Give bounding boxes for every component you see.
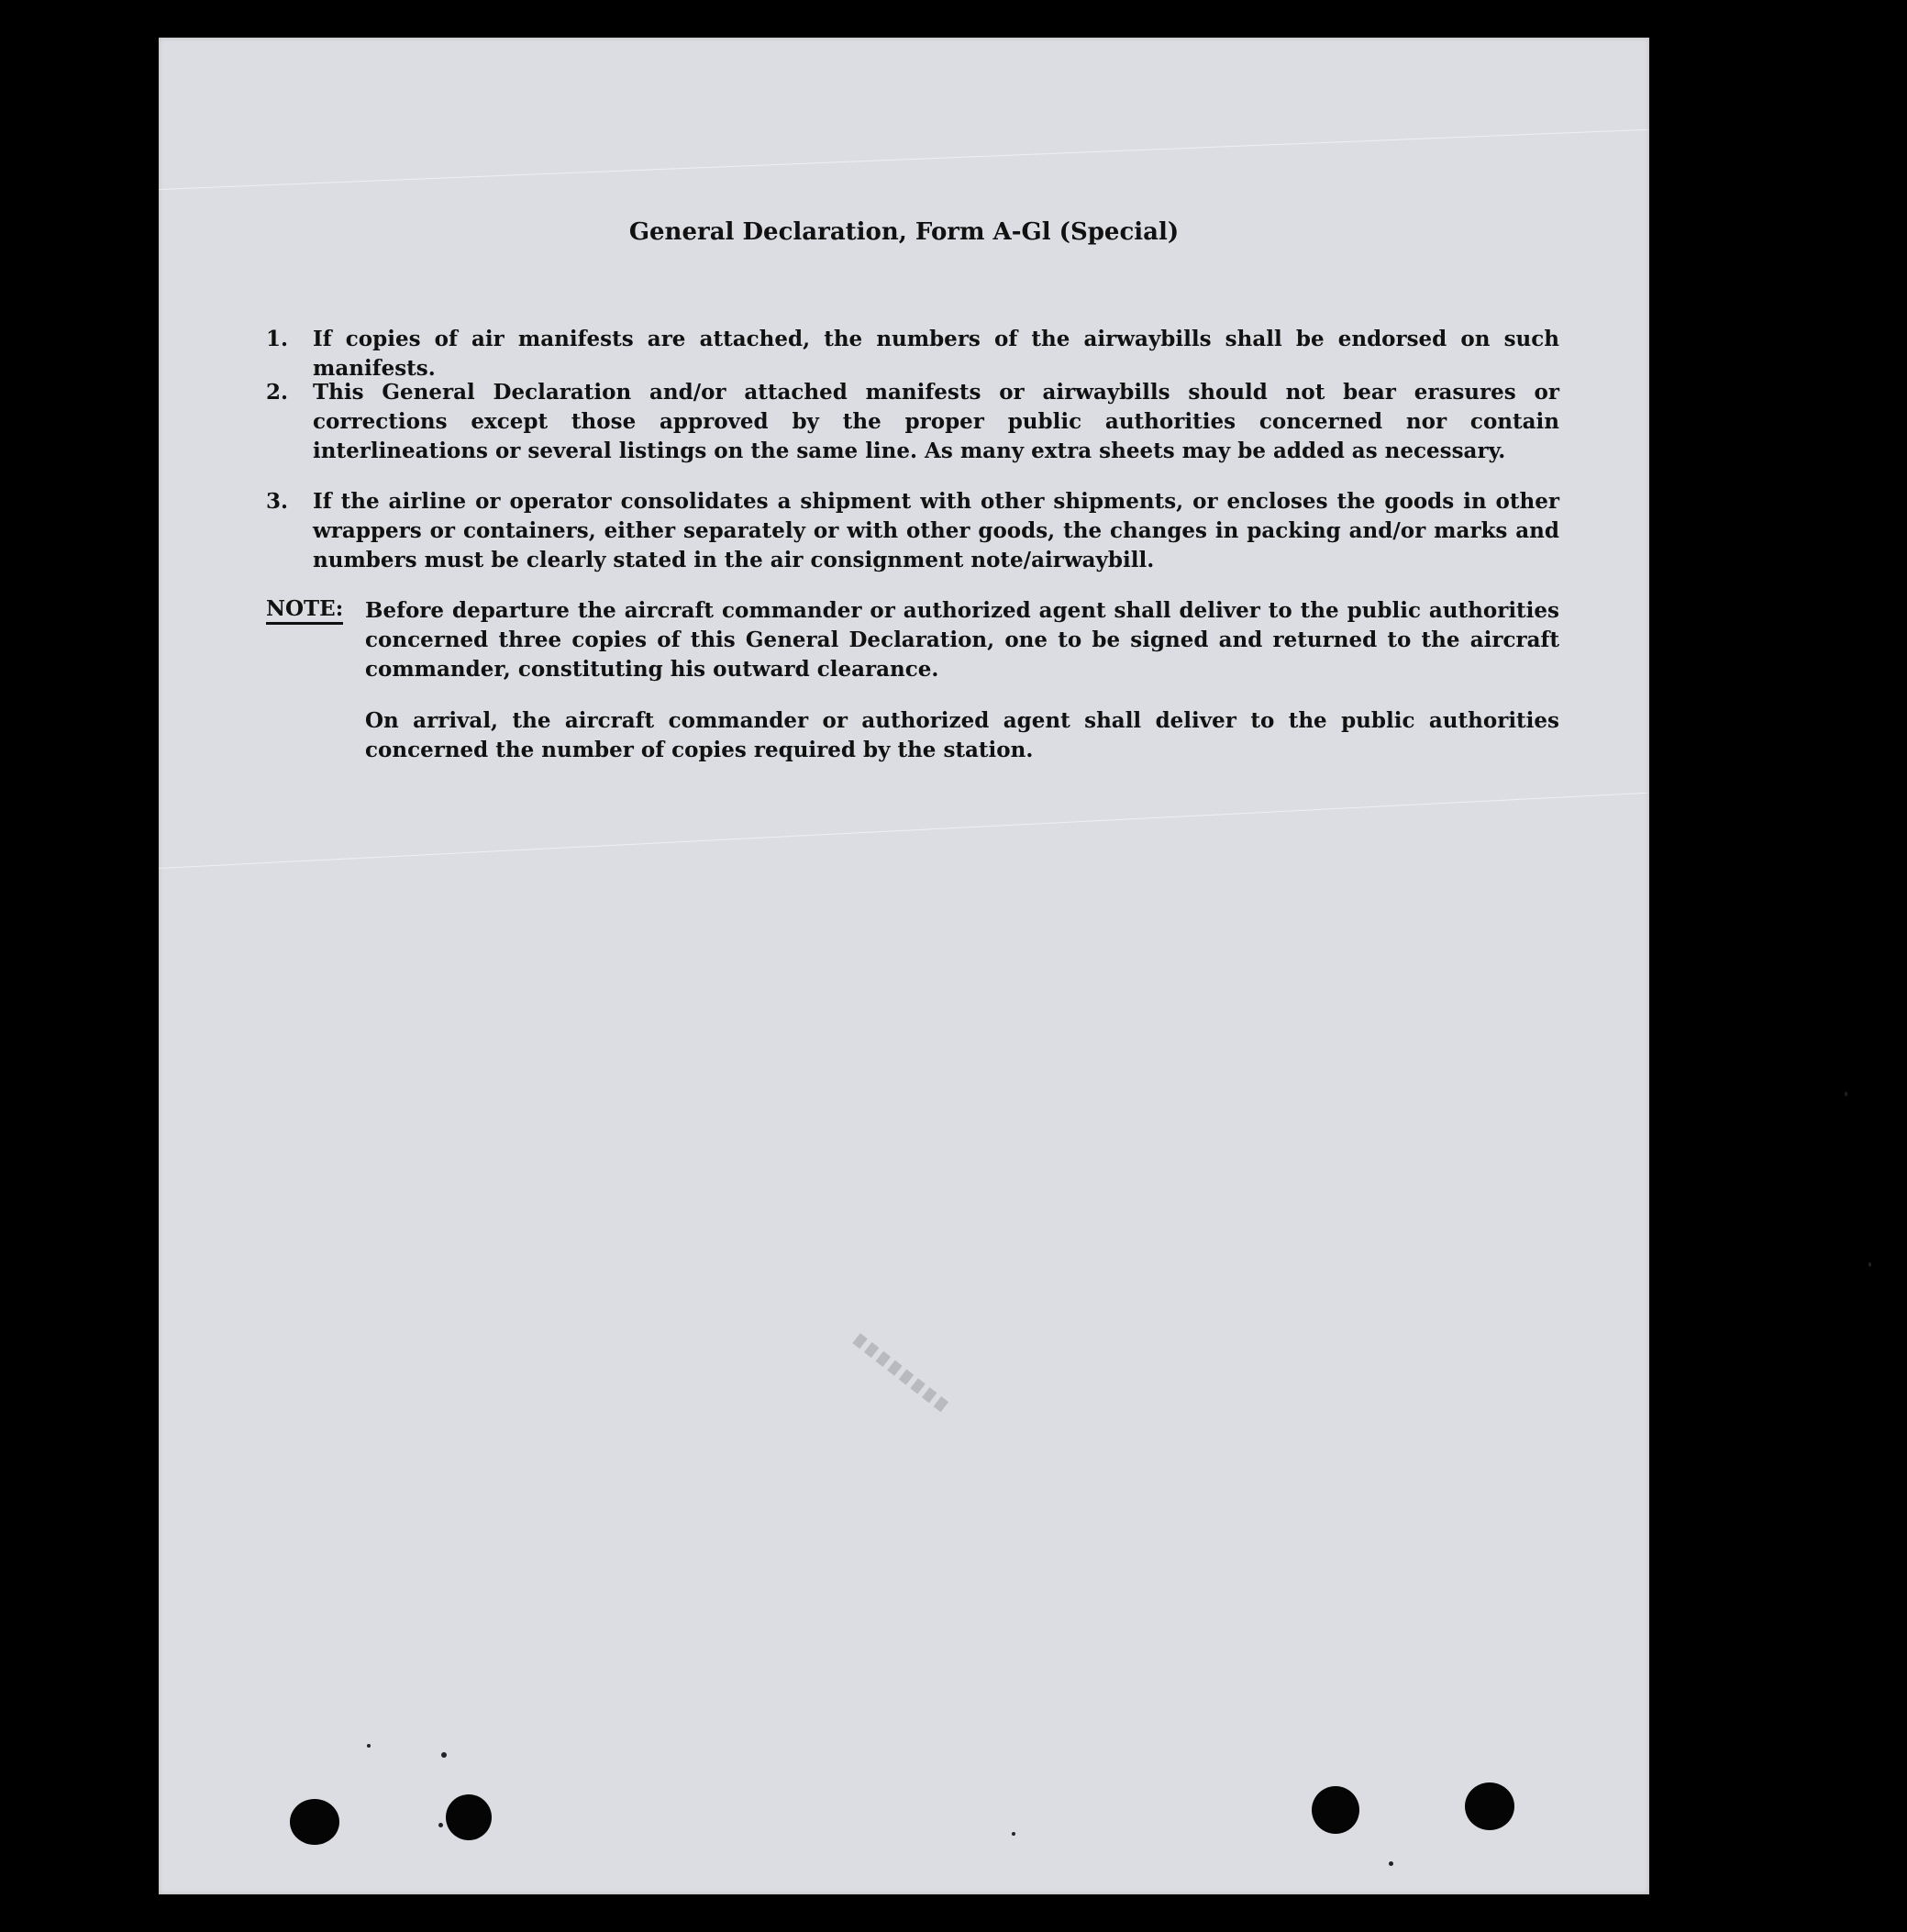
punch-hole-3 (1312, 1786, 1359, 1834)
scan-speck (1845, 1092, 1847, 1096)
ink-speck (1012, 1832, 1015, 1836)
punch-hole-4 (1465, 1782, 1514, 1830)
paper-crease-top (159, 129, 1648, 190)
punch-hole-1 (290, 1799, 339, 1845)
ink-speck (441, 1752, 447, 1758)
note-label: NOTE: (266, 596, 343, 625)
note-paragraph-2: On arrival, the aircraft commander or authorized agent shall deliver to the public authorities concerned the number of copies required by the station. (365, 708, 1559, 762)
scan-speck (1868, 1262, 1871, 1267)
item-number: 3. (266, 489, 289, 514)
item-number: 2. (266, 380, 289, 405)
document-title: General Declaration, Form A-Gl (Special) (628, 218, 1180, 246)
ink-speck (438, 1823, 443, 1827)
item-text: If copies of air manifests are attached, the numbers of the airwaybills shall be endorsed on such manifests. (313, 327, 1559, 381)
ink-speck (367, 1744, 371, 1748)
punch-hole-2 (446, 1794, 492, 1840)
instruction-item-3 (266, 487, 1559, 575)
instruction-item-1 (266, 325, 1559, 383)
note-block (266, 596, 1559, 765)
instruction-item-2 (266, 378, 1559, 466)
item-text: This General Declaration and/or attached manifests or airwaybills should not bear erasures or corrections except those approved by the proper public authorities concerned nor contain interlineations or several listings on the same line. As many extra sheets may be added as necessary. (313, 380, 1559, 463)
ink-speck (1389, 1861, 1393, 1866)
document-page (159, 38, 1649, 1894)
note-paragraph-1: Before departure the aircraft commander or authorized agent shall deliver to the public authorities concerned three copies of this General Declaration, one to be signed and returned to the aircraft commander, constituting his outward clearance. (365, 598, 1559, 682)
item-number: 1. (266, 327, 289, 351)
paper-crease-middle (159, 793, 1647, 869)
item-text: If the airline or operator consolidates a shipment with other shipments, or encloses the goods in other wrappers or containers, either separately or with other goods, the changes in packing and/or marks and numbers must be clearly stated in the air consignment note/airwaybill. (313, 489, 1559, 572)
faded-stamp-mark (833, 1317, 970, 1437)
